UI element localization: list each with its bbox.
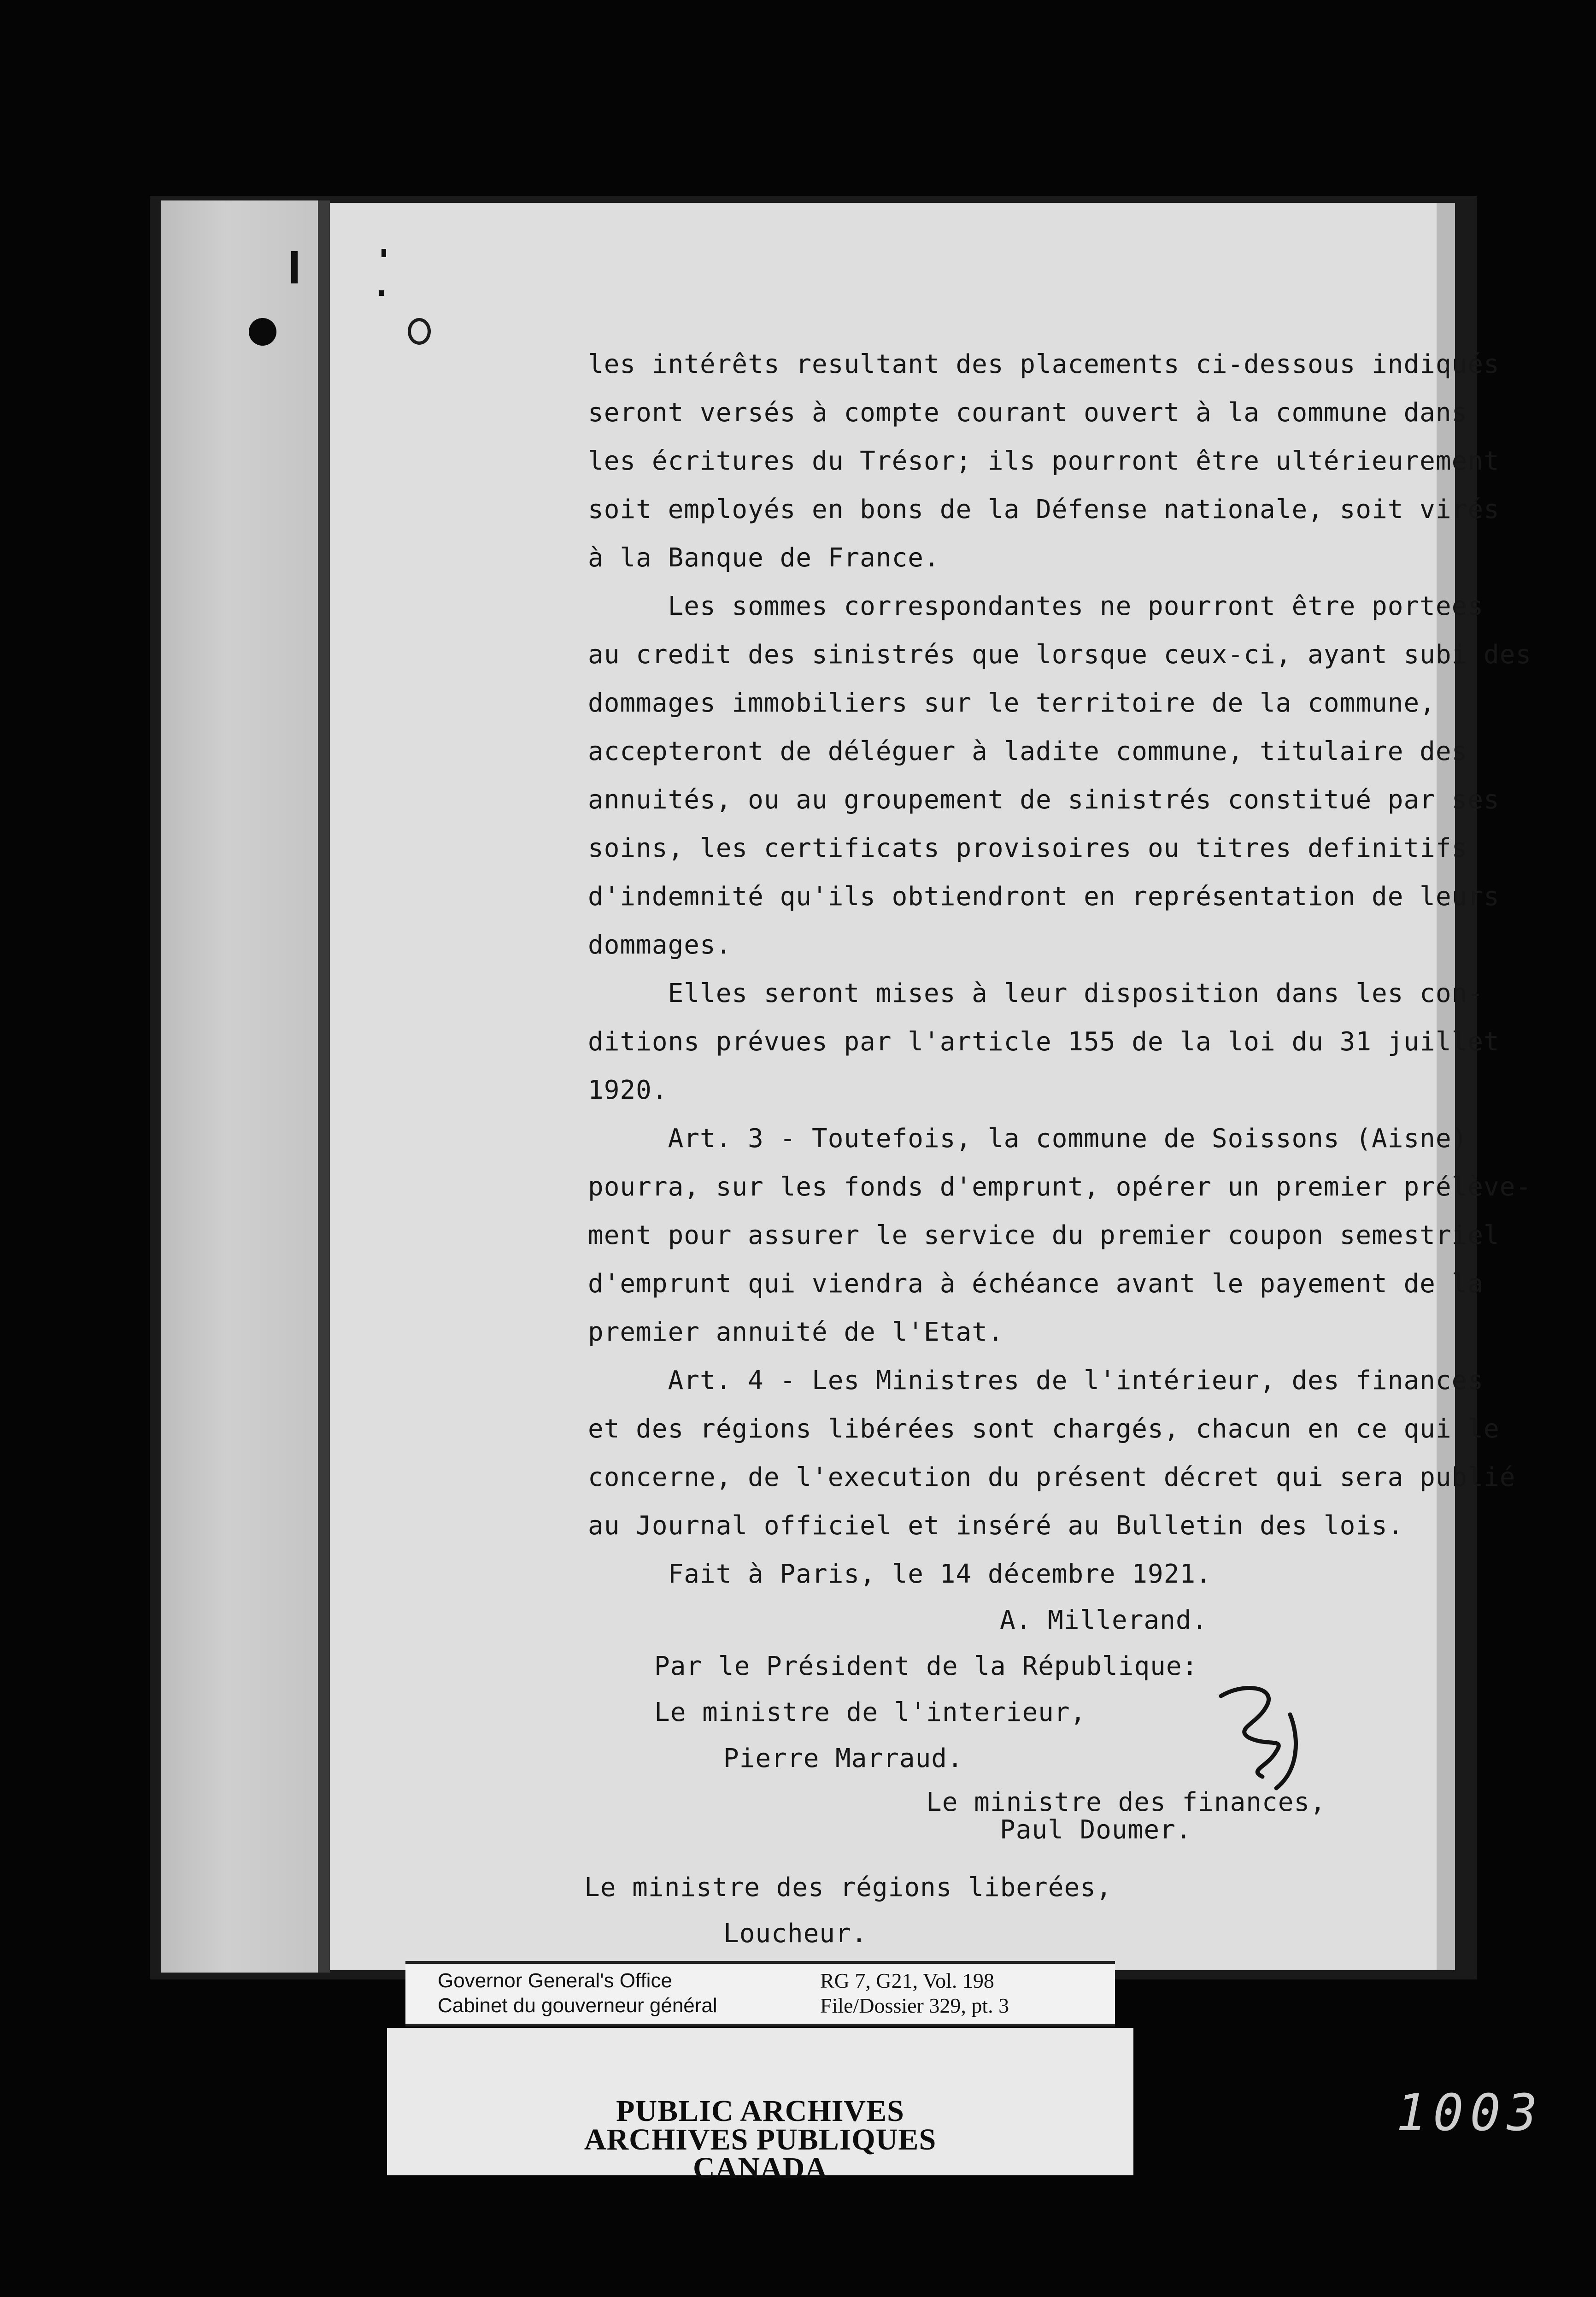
ministre-regions-title: Le ministre des régions liberées,: [584, 1873, 1112, 1902]
ministre-regions-name: Loucheur.: [723, 1919, 868, 1949]
ministre-interieur-title: Le ministre de l'interieur,: [654, 1697, 1086, 1727]
office-name: [438, 1968, 717, 2018]
text-line: au credit des sinistrés que lorsque ceux-ci, ayant subi des: [588, 640, 1532, 670]
text-line: d'emprunt qui viendra à échéance avant le payement de la: [588, 1269, 1484, 1299]
par-le-president: Par le Président de la République:: [654, 1651, 1198, 1681]
text-line: soit employés en bons de la Défense nationale, soit virés: [588, 495, 1500, 524]
text-line: soins, les certificats provisoires ou titres definitifs: [588, 833, 1468, 863]
speck-mark: [381, 249, 386, 257]
text-line: concerne, de l'execution du présent décret qui sera publié: [588, 1462, 1516, 1492]
stamp-line-3: CANADA: [693, 2151, 827, 2185]
text-line: dommages.: [588, 930, 732, 960]
text-line: Art. 3 - Toutefois, la commune de Soissons (Aisne): [588, 1124, 1468, 1154]
text-line: accepteront de déléguer à ladite commune, titulaire des: [588, 736, 1468, 766]
text-line: Fait à Paris, le 14 décembre 1921.: [588, 1559, 1212, 1589]
text-line: pourra, sur les fonds d'emprunt, opérer un premier prélève-: [588, 1172, 1532, 1202]
archive-reference-label: [405, 1961, 1115, 2026]
text-line: au Journal officiel et inséré au Bulletin des lois.: [588, 1511, 1404, 1541]
text-line: seront versés à compte courant ouvert à la commune dans: [588, 398, 1468, 428]
ministre-interieur-name: Pierre Marraud.: [723, 1743, 963, 1773]
stamp-line-2: ARCHIVES PUBLIQUES: [584, 2123, 937, 2156]
ministre-finances-title: Le ministre des finances,: [926, 1787, 1326, 1817]
text-line: d'indemnité qu'ils obtiendront en représentation de leurs: [588, 882, 1500, 912]
text-line: dommages immobiliers sur le territoire de la commune,: [588, 688, 1436, 718]
file-reference: [820, 1968, 1009, 2018]
binding-edge: [318, 200, 330, 1973]
stamp-line-1: PUBLIC ARCHIVES: [616, 2094, 904, 2128]
text-line: Les sommes correspondantes ne pourront être portees: [588, 591, 1484, 621]
text-line: 1920.: [588, 1075, 668, 1105]
punch-hole: [249, 318, 276, 346]
speck-mark: [379, 290, 384, 296]
text-line: Elles seront mises à leur disposition dans les con-: [588, 978, 1484, 1008]
binding-mark: [291, 251, 298, 283]
file-dossier: File/Dossier 329, pt. 3: [820, 1994, 1009, 2017]
text-line: premier annuité de l'Etat.: [588, 1317, 1004, 1347]
text-line: ment pour assurer le service du premier coupon semestriel: [588, 1220, 1500, 1250]
public-archives-stamp: [387, 2028, 1133, 2185]
president-signatory: A. Millerand.: [1000, 1605, 1208, 1635]
office-name-fr: Cabinet du gouverneur général: [438, 1994, 717, 2017]
record-group: RG 7, G21, Vol. 198: [820, 1969, 994, 1992]
text-line: Art. 4 - Les Ministres de l'intérieur, des finances: [588, 1366, 1484, 1396]
handwritten-initial: [1207, 1678, 1318, 1793]
text-line: ditions prévues par l'article 155 de la loi du 31 juillet: [588, 1027, 1500, 1057]
text-line: les intérêts resultant des placements ci-dessous indiqués: [588, 349, 1500, 379]
text-line: annuités, ou au groupement de sinistrés constitué par ses: [588, 785, 1500, 815]
text-line: les écritures du Trésor; ils pourront être ultérieurement: [588, 446, 1500, 476]
office-name-en: Governor General's Office: [438, 1969, 672, 1992]
binding-strip: [161, 200, 327, 1973]
frame-number: 1003: [1396, 2083, 1544, 2142]
text-line: et des régions libérées sont chargés, chacun en ce qui le: [588, 1414, 1500, 1444]
ring-mark: [408, 318, 431, 345]
text-line: à la Banque de France.: [588, 543, 940, 573]
ministre-finances-name: Paul Doumer.: [1000, 1815, 1192, 1845]
